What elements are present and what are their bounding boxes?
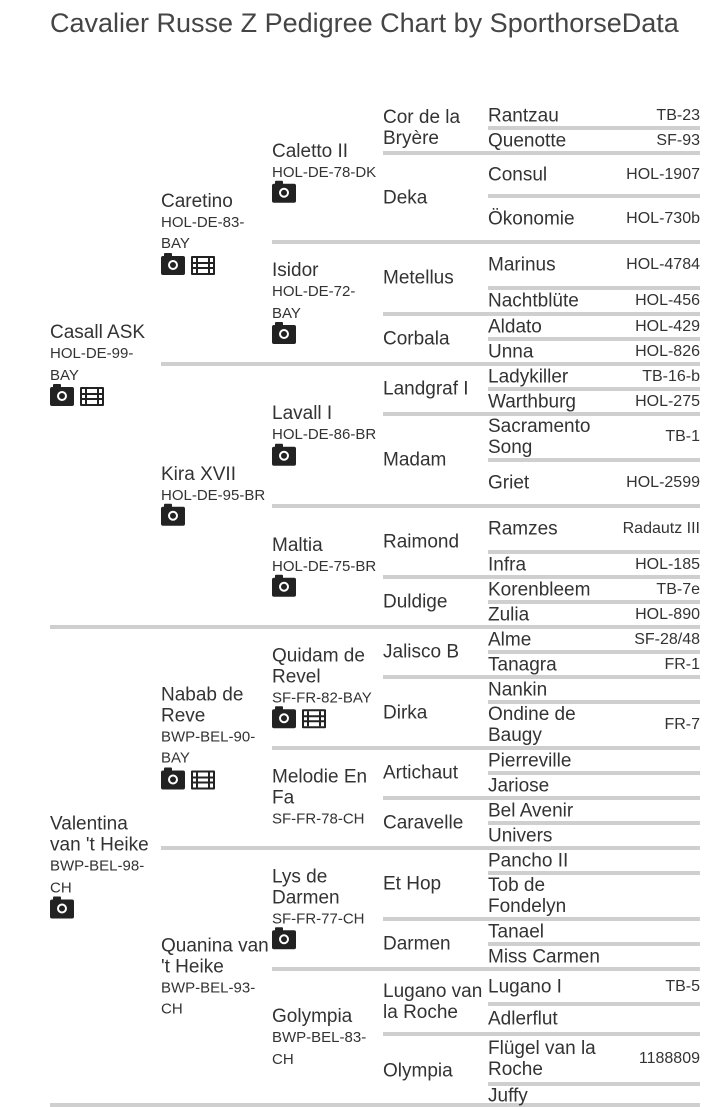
horse-cell[interactable]	[488, 196, 700, 242]
registration-number: BWP-BEL-93-CH	[161, 979, 256, 1018]
horse-cell[interactable]	[383, 627, 487, 677]
horse-entry	[50, 814, 160, 921]
camera-icon[interactable]	[272, 446, 296, 465]
horse-cell[interactable]	[488, 627, 700, 652]
registration-number: HOL-DE-95-BR	[161, 486, 266, 504]
horse-cell[interactable]	[272, 748, 382, 848]
registration-number: HOL-DE-99-BAY	[50, 345, 134, 384]
horse-cell[interactable]	[383, 969, 487, 1034]
horse-cell[interactable]	[488, 364, 700, 389]
horse-entry	[383, 329, 487, 350]
horse-cell[interactable]	[488, 460, 700, 506]
horse-cell[interactable]	[488, 1034, 700, 1084]
horse-entry	[383, 642, 487, 663]
horse-cell[interactable]	[488, 288, 700, 314]
camera-icon[interactable]	[272, 709, 296, 728]
horse-cell[interactable]	[383, 1034, 487, 1107]
horse-cell[interactable]	[488, 823, 700, 848]
horse-cell[interactable]	[488, 748, 700, 773]
horse-name[interactable]: Et Hop	[383, 873, 442, 894]
horse-name[interactable]: Juffy	[488, 1085, 528, 1106]
film-icon[interactable]	[80, 387, 104, 406]
film-icon[interactable]	[302, 709, 326, 728]
camera-icon[interactable]	[161, 256, 185, 275]
horse-cell[interactable]	[488, 339, 700, 364]
horse-entry	[161, 191, 271, 277]
horse-cell[interactable]	[488, 919, 700, 944]
horse-name[interactable]: Valentina van 't Heike	[50, 813, 149, 856]
camera-icon[interactable]	[161, 507, 185, 526]
horse-entry	[272, 1006, 382, 1070]
horse-name[interactable]: Alme	[488, 629, 532, 650]
camera-icon[interactable]	[272, 578, 296, 597]
horse-name[interactable]: Dirka	[383, 702, 428, 723]
horse-name[interactable]: Caletto II	[272, 140, 349, 162]
registration-number: HOL-DE-75-BR	[272, 557, 377, 575]
horse-cell[interactable]	[488, 873, 700, 919]
horse-name[interactable]: Pancho II	[488, 850, 569, 871]
registration-number: HOL-DE-72-BAY	[272, 283, 356, 322]
horse-cell[interactable]	[383, 314, 487, 364]
registration-number: HOL-185	[635, 555, 700, 573]
horse-cell[interactable]	[383, 677, 487, 748]
registration-number: HOL-890	[635, 605, 700, 623]
media-icons	[272, 446, 382, 467]
horse-cell[interactable]	[161, 364, 271, 627]
horse-name[interactable]: Marinus	[488, 254, 556, 276]
horse-name[interactable]: Bel Avenir	[488, 800, 574, 821]
media-icons	[272, 184, 382, 205]
horse-name[interactable]: Maltia	[272, 534, 323, 556]
horse-entry	[383, 981, 487, 1023]
horse-entry	[383, 702, 487, 723]
horse-cell[interactable]	[383, 414, 487, 506]
horse-cell[interactable]	[488, 1004, 700, 1034]
horse-name[interactable]: Rantzau	[488, 105, 559, 126]
horse-name[interactable]: Duldige	[383, 591, 448, 613]
horse-cell[interactable]	[383, 748, 487, 798]
horse-name[interactable]: Jariose	[488, 775, 550, 796]
horse-cell[interactable]	[383, 506, 487, 577]
horse-name[interactable]: Cor de la Bryère	[383, 107, 461, 149]
registration-number: BWP-BEL-90-BAY	[161, 728, 256, 767]
registration-number: SF-FR-77-CH	[272, 909, 365, 927]
horse-entry	[383, 268, 487, 289]
registration-number: HOL-DE-86-BR	[272, 425, 377, 443]
horse-name[interactable]: Ondine de Baugy	[488, 704, 576, 746]
horse-cell[interactable]	[488, 652, 700, 677]
registration-number: HOL-2599	[626, 474, 700, 491]
horse-entry	[50, 322, 160, 408]
horse-name[interactable]: Quanina van 't Heike	[161, 935, 269, 977]
horse-entry	[383, 873, 487, 894]
horse-cell[interactable]	[50, 103, 160, 627]
horse-cell[interactable]	[383, 364, 487, 414]
horse-cell[interactable]	[488, 702, 700, 748]
horse-cell[interactable]	[488, 552, 700, 577]
horse-cell[interactable]	[488, 677, 700, 702]
horse-name[interactable]: Zulia	[488, 604, 530, 625]
horse-name[interactable]: Adlerflut	[488, 1008, 558, 1030]
horse-entry	[383, 592, 487, 613]
horse-name[interactable]: Infra	[488, 554, 527, 575]
horse-cell[interactable]	[488, 602, 700, 627]
camera-icon[interactable]	[50, 387, 74, 406]
registration-number: HOL-275	[635, 392, 700, 410]
registration-number: FR-7	[664, 716, 700, 733]
horse-name[interactable]: Caravelle	[383, 812, 464, 834]
horse-cell[interactable]	[488, 242, 700, 288]
horse-name[interactable]: Corbala	[383, 328, 450, 350]
horse-cell[interactable]	[161, 103, 271, 364]
camera-icon[interactable]	[50, 900, 74, 919]
horse-name[interactable]: Jalisco B	[383, 641, 460, 663]
media-icons	[272, 709, 382, 730]
horse-name[interactable]: Quenotte	[488, 130, 567, 151]
horse-cell[interactable]	[161, 627, 271, 848]
registration-number: HOL-826	[635, 342, 700, 360]
horse-cell[interactable]	[488, 969, 700, 1004]
registration-number: HOL-1907	[626, 165, 700, 183]
horse-entry	[272, 403, 382, 468]
horse-cell[interactable]	[272, 969, 382, 1107]
camera-icon[interactable]	[272, 325, 296, 344]
horse-name[interactable]: Warthburg	[488, 391, 576, 412]
horse-entry	[161, 463, 271, 528]
horse-cell[interactable]	[488, 506, 700, 552]
horse-name[interactable]: Nankin	[488, 679, 548, 700]
horse-name[interactable]: Landgraf I	[383, 378, 469, 400]
registration-number: TB-5	[665, 977, 700, 995]
horse-cell[interactable]	[488, 577, 700, 602]
horse-name[interactable]: Aldato	[488, 316, 542, 337]
registration-number: TB-23	[656, 106, 700, 124]
camera-icon[interactable]	[272, 184, 296, 203]
horse-name[interactable]: Griet	[488, 472, 530, 494]
horse-name[interactable]: Lugano I	[488, 976, 562, 997]
film-icon[interactable]	[191, 770, 215, 789]
registration-number: BWP-BEL-98-CH	[50, 857, 145, 896]
media-icons	[272, 930, 382, 951]
horse-name[interactable]: Metellus	[383, 267, 454, 289]
registration-number: FR-1	[664, 655, 700, 673]
horse-cell[interactable]	[383, 919, 487, 969]
media-icons	[50, 900, 160, 921]
page-title: Cavalier Russe Z Pedigree Chart by SporthorseData	[50, 8, 679, 38]
media-icons	[161, 507, 271, 528]
registration-number: SF-28/48	[634, 630, 700, 648]
registration-number: HOL-730b	[626, 210, 700, 227]
horse-entry	[383, 813, 487, 834]
horse-entry	[383, 763, 487, 784]
horse-cell[interactable]	[488, 153, 700, 196]
registration-number: HOL-DE-83-BAY	[161, 213, 245, 252]
registration-number: 1188809	[638, 1050, 700, 1067]
horse-name[interactable]: Golympia	[272, 1006, 353, 1027]
horse-entry	[383, 379, 487, 400]
film-icon[interactable]	[191, 256, 215, 275]
horse-entry	[161, 684, 271, 791]
horse-name[interactable]: Nabab de Reve	[161, 684, 244, 726]
horse-entry	[272, 866, 382, 952]
media-icons	[161, 770, 271, 791]
horse-name[interactable]: Lavall I	[272, 402, 333, 424]
horse-name[interactable]: Ökonomie	[488, 208, 575, 230]
horse-cell[interactable]	[272, 506, 382, 627]
horse-name[interactable]: Quidam de Revel	[272, 644, 365, 687]
horse-cell[interactable]	[488, 1084, 700, 1107]
horse-name[interactable]: Lys de Darmen	[272, 865, 340, 908]
horse-name[interactable]: Olympia	[383, 1060, 453, 1081]
horse-name[interactable]: Madam	[383, 449, 447, 471]
registration-number: HOL-429	[635, 317, 700, 335]
media-icons	[161, 256, 271, 277]
horse-name[interactable]: Univers	[488, 825, 553, 846]
horse-name[interactable]: Flügel van la Roche	[488, 1038, 596, 1080]
horse-entry	[272, 260, 382, 346]
horse-name[interactable]: Isidor	[272, 260, 319, 281]
horse-cell[interactable]	[488, 944, 700, 969]
horse-name[interactable]: Korenbleem	[488, 579, 591, 600]
horse-cell[interactable]	[383, 577, 487, 627]
media-icons	[272, 578, 382, 599]
registration-number: HOL-4784	[626, 256, 700, 273]
horse-name[interactable]: Tanagra	[488, 654, 557, 675]
horse-entry	[383, 531, 487, 552]
horse-name[interactable]: Deka	[383, 187, 428, 208]
horse-name[interactable]: Darmen	[383, 933, 451, 955]
horse-cell[interactable]	[50, 627, 160, 1107]
horse-name[interactable]: Caretino	[161, 190, 233, 212]
horse-name[interactable]: Artichaut	[383, 762, 458, 784]
registration-number: TB-16-b	[642, 367, 700, 385]
horse-name[interactable]: Ladykiller	[488, 366, 569, 387]
horse-cell[interactable]	[272, 848, 382, 969]
camera-icon[interactable]	[161, 770, 185, 789]
horse-cell[interactable]	[272, 627, 382, 748]
horse-entry	[272, 645, 382, 731]
camera-icon[interactable]	[272, 930, 296, 949]
horse-cell[interactable]	[272, 242, 382, 364]
horse-cell[interactable]	[161, 848, 271, 1107]
horse-name[interactable]: Kira XVII	[161, 463, 236, 485]
horse-name[interactable]: Consul	[488, 164, 548, 185]
horse-entry	[161, 935, 271, 1020]
media-icons	[272, 325, 382, 346]
horse-entry	[383, 187, 487, 208]
horse-cell[interactable]	[488, 314, 700, 339]
horse-cell[interactable]	[488, 798, 700, 823]
horse-cell[interactable]	[488, 128, 700, 153]
registration-number: HOL-456	[635, 292, 700, 309]
horse-cell[interactable]	[383, 242, 487, 314]
horse-cell[interactable]	[272, 103, 382, 242]
registration-number: SF-93	[656, 131, 700, 149]
horse-entry	[272, 140, 382, 205]
horse-cell[interactable]	[488, 773, 700, 798]
horse-name[interactable]: Casall ASK	[50, 322, 146, 343]
horse-cell[interactable]	[272, 364, 382, 506]
horse-entry	[272, 534, 382, 599]
horse-cell[interactable]	[488, 848, 700, 873]
registration-number: TB-1	[665, 428, 700, 445]
horse-name[interactable]: Nachtblüte	[488, 290, 579, 312]
horse-name[interactable]: Lugano van la Roche	[383, 980, 483, 1023]
horse-entry	[383, 450, 487, 471]
horse-cell[interactable]	[488, 414, 700, 460]
registration-number: HOL-DE-78-DK	[272, 163, 377, 181]
horse-cell[interactable]	[383, 798, 487, 848]
horse-cell[interactable]	[488, 389, 700, 414]
horse-entry	[272, 766, 382, 830]
horse-entry	[383, 934, 487, 955]
registration-number: SF-FR-82-BAY	[272, 688, 372, 706]
registration-number: TB-7e	[656, 580, 700, 598]
horse-cell[interactable]	[488, 103, 700, 128]
horse-name[interactable]: Unna	[488, 341, 534, 362]
horse-name[interactable]: Tob de Fondelyn	[488, 875, 567, 917]
horse-cell[interactable]	[383, 153, 487, 242]
registration-number: Radautz III	[622, 520, 700, 537]
horse-name[interactable]: Miss Carmen	[488, 946, 600, 967]
horse-entry	[383, 107, 487, 149]
horse-entry	[383, 1060, 487, 1081]
horse-name[interactable]: Raimond	[383, 531, 460, 552]
horse-name[interactable]: Melodie En Fa	[272, 766, 368, 809]
horse-name[interactable]: Ramzes	[488, 518, 558, 540]
media-icons	[50, 387, 160, 408]
horse-name[interactable]: Sacramento Song	[488, 416, 591, 458]
horse-cell[interactable]	[383, 103, 487, 153]
horse-cell[interactable]	[383, 848, 487, 919]
registration-number: SF-FR-78-CH	[272, 810, 365, 828]
registration-number: BWP-BEL-83-CH	[272, 1029, 367, 1068]
horse-name[interactable]: Pierreville	[488, 750, 572, 771]
horse-name[interactable]: Tanael	[488, 921, 544, 942]
